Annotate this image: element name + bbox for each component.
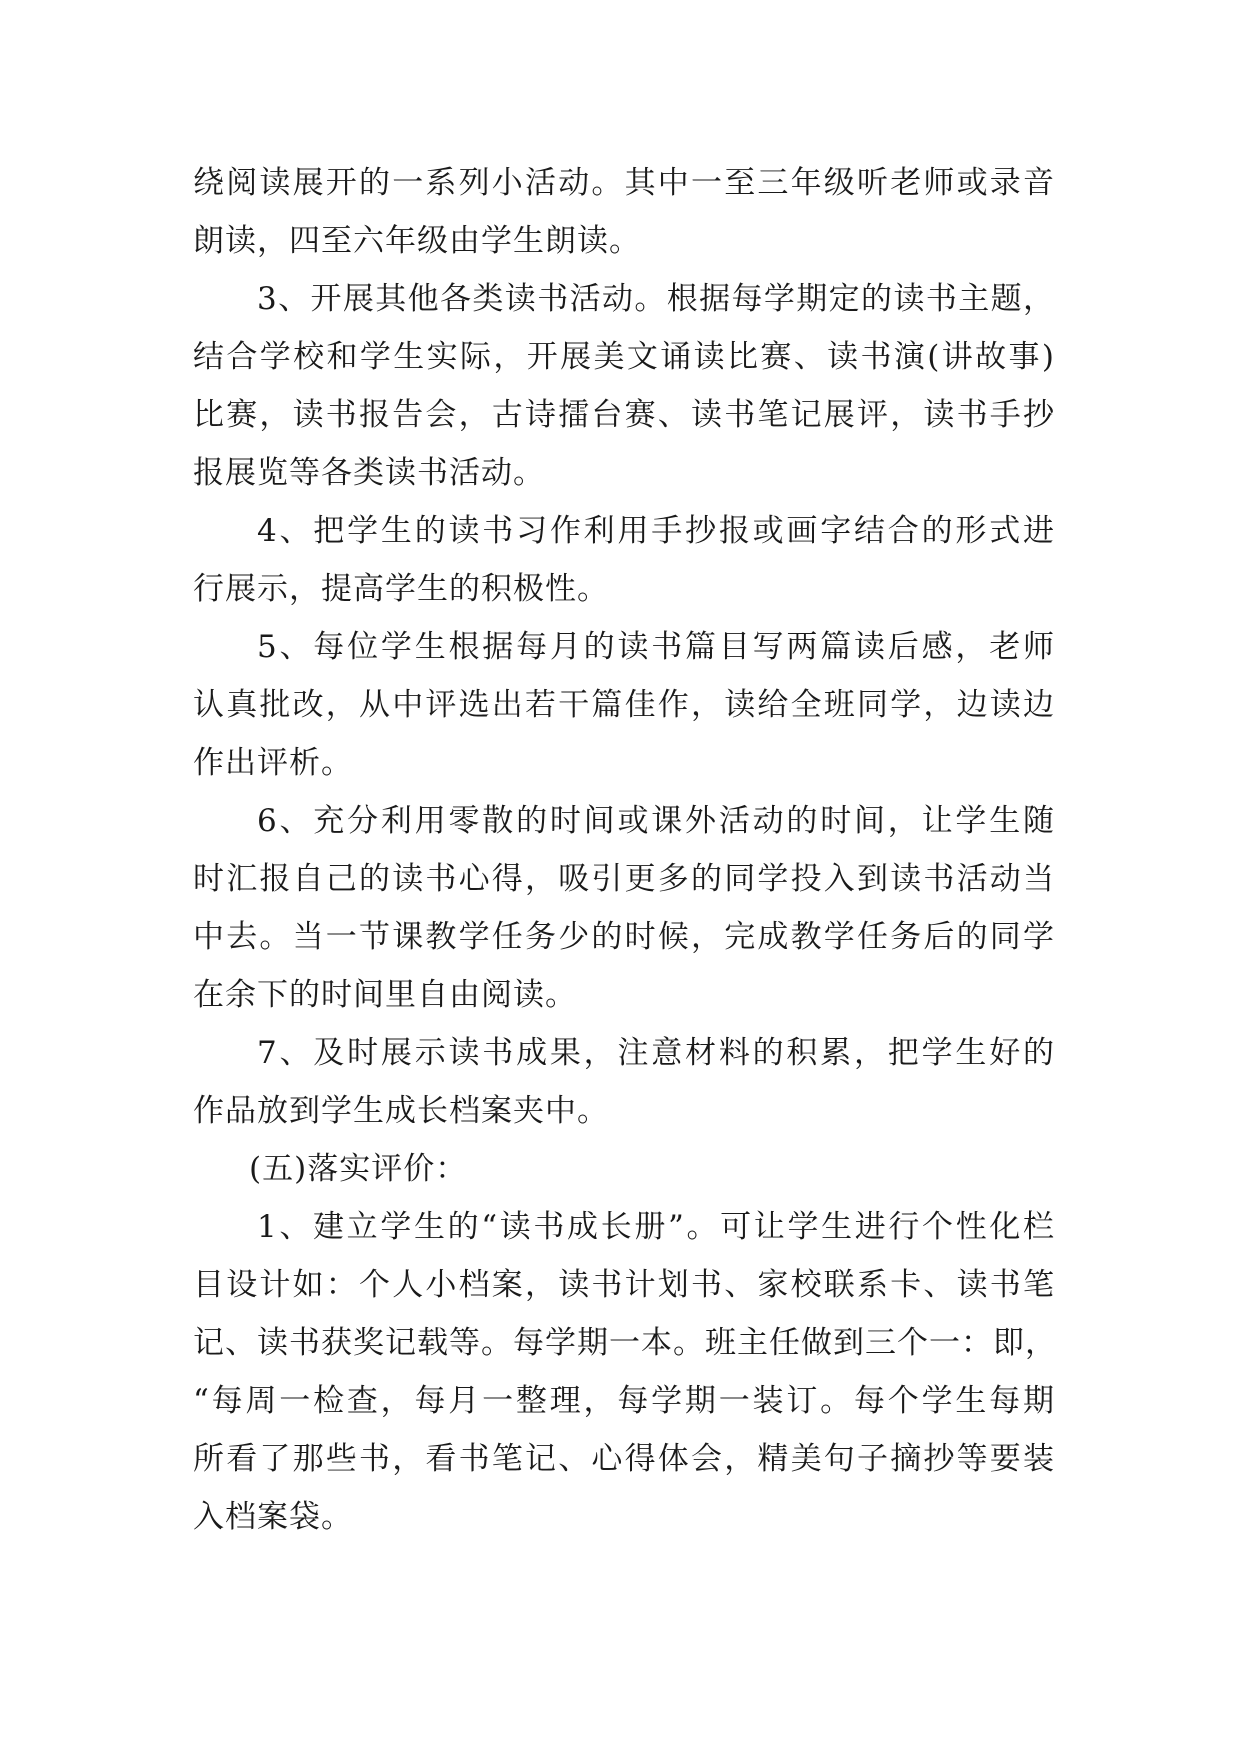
text-line: 绕阅读展开的一系列小活动。其中一至三年级听老师或录音 — [193, 165, 1055, 201]
text-line: 目设计如：个人小档案，读书计划书、家校联系卡、读书笔 — [193, 1267, 1055, 1303]
text-line: 时汇报自己的读书心得，吸引更多的同学投入到读书活动当 — [193, 861, 1055, 897]
text-line: 在余下的时间里自由阅读。 — [193, 977, 577, 1013]
text-line: 中去。当一节课教学任务少的时候，完成教学任务后的同学 — [193, 919, 1055, 955]
text-line: 记、读书获奖记载等。每学期一本。班主任做到三个一：即， — [193, 1325, 1057, 1361]
text-line: 结合学校和学生实际，开展美文诵读比赛、读书演(讲故事) — [193, 339, 1055, 375]
text-line: 作品放到学生成长档案夹中。 — [193, 1093, 609, 1129]
text-line: 5、每位学生根据每月的读书篇目写两篇读后感，老师 — [257, 629, 1055, 665]
text-line: 报展览等各类读书活动。 — [193, 455, 545, 491]
document-body — [193, 154, 1055, 1546]
section-heading: (五)落实评价： — [249, 1151, 468, 1187]
text-line: 朗读，四至六年级由学生朗读。 — [193, 223, 641, 259]
text-line: 比赛，读书报告会，古诗擂台赛、读书笔记展评，读书手抄 — [193, 397, 1055, 433]
text-line: 1、建立学生的“读书成长册”。可让学生进行个性化栏 — [257, 1209, 1055, 1245]
text-line: 3、开展其他各类读书活动。根据每学期定的读书主题， — [257, 281, 1055, 317]
text-line: “每周一检查，每月一整理，每学期一装订。每个学生每期 — [193, 1383, 1055, 1419]
text-line: 所看了那些书，看书笔记、心得体会，精美句子摘抄等要装 — [193, 1441, 1055, 1477]
text-line: 4、把学生的读书习作利用手抄报或画字结合的形式进 — [257, 513, 1055, 549]
text-line: 入档案袋。 — [193, 1499, 353, 1535]
text-line: 行展示，提高学生的积极性。 — [193, 571, 609, 607]
text-line: 7、及时展示读书成果，注意材料的积累，把学生好的 — [257, 1035, 1055, 1071]
text-line: 6、充分利用零散的时间或课外活动的时间，让学生随 — [257, 803, 1055, 839]
text-line: 作出评析。 — [193, 745, 353, 781]
text-line: 认真批改，从中评选出若干篇佳作，读给全班同学，边读边 — [193, 687, 1055, 723]
